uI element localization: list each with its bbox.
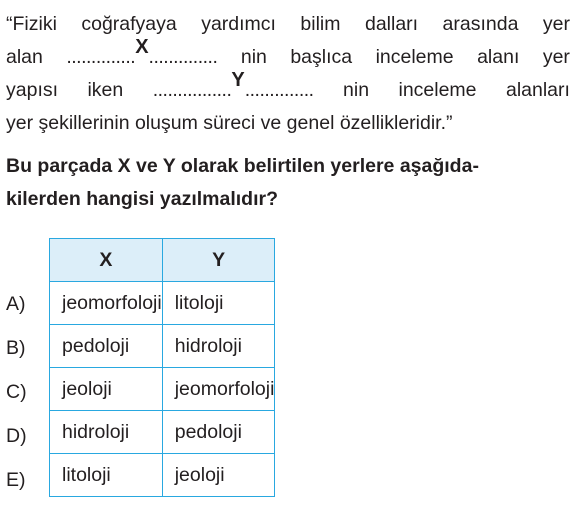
option-letter-b[interactable]: B) [6, 337, 26, 359]
question-line-2 [6, 183, 570, 216]
passage-word: coğrafyaya [81, 13, 177, 35]
passage-word: inceleme [375, 46, 454, 68]
passage-text: yer şekillerinin oluşum süreci ve genel özellikleridir.” [6, 112, 453, 134]
option-x-cell: litoloji [50, 454, 163, 497]
passage-word: iken [87, 79, 124, 101]
table-row[interactable] [50, 325, 275, 368]
question-passage [6, 8, 570, 140]
passage-word: başlıca [290, 46, 353, 68]
column-header-x: X [50, 239, 163, 282]
option-y-cell: hidroloji [162, 325, 275, 368]
option-y-cell: jeomorfoloji [162, 368, 275, 411]
passage-word: yardımcı [201, 13, 276, 35]
option-x-cell: jeoloji [50, 368, 163, 411]
options-table [49, 238, 275, 497]
question-stem [6, 150, 570, 216]
option-y-cell: jeoloji [162, 454, 275, 497]
option-letter-c[interactable]: C) [6, 381, 27, 403]
blank-marker-y: Y [231, 69, 245, 91]
option-y-cell: litoloji [162, 282, 275, 325]
passage-word: bilim [300, 13, 341, 35]
question-text: kilerden hangisi yazılmalıdır? [6, 188, 279, 210]
column-header-y: Y [162, 239, 275, 282]
passage-word: yapısı [6, 79, 59, 101]
table-row[interactable] [50, 282, 275, 325]
table-row[interactable] [50, 454, 275, 497]
blank-dots: .............. [66, 46, 136, 68]
passage-word: inceleme [398, 79, 477, 101]
passage-line-4 [6, 107, 570, 140]
table-row[interactable] [50, 411, 275, 454]
question-line-1 [6, 150, 570, 183]
passage-word: yer [542, 46, 570, 68]
passage-word: alanları [505, 79, 570, 101]
option-x-cell: hidroloji [50, 411, 163, 454]
passage-word: arasında [442, 13, 519, 35]
blank-marker-x: X [135, 36, 149, 58]
option-x-cell: pedoloji [50, 325, 163, 368]
blank-dots: .............. [148, 46, 218, 68]
passage-line-1 [6, 8, 570, 41]
blank-dots: ................ [152, 79, 232, 101]
table-row[interactable] [50, 368, 275, 411]
passage-word: dalları [364, 13, 419, 35]
blank-x [66, 36, 218, 74]
option-y-cell: pedoloji [162, 411, 275, 454]
table-header-row [50, 239, 275, 282]
option-letters [6, 282, 46, 502]
passage-word: “Fiziki [6, 13, 57, 35]
blank-y [152, 69, 314, 107]
passage-line-3 [6, 69, 570, 107]
passage-word: yer [542, 13, 570, 35]
option-letter-e[interactable]: E) [6, 469, 26, 491]
question-text: Bu parçada X ve Y olarak belirtilen yerlere aşağıda- [6, 155, 479, 177]
option-letter-a[interactable]: A) [6, 293, 26, 315]
passage-word: nin [343, 79, 370, 101]
option-letter-d[interactable]: D) [6, 425, 27, 447]
passage-line-2 [6, 36, 570, 74]
passage-word: alan [6, 46, 43, 68]
blank-dots: .............. [244, 79, 314, 101]
option-x-cell: jeomorfoloji [50, 282, 163, 325]
passage-word: alanı [477, 46, 520, 68]
passage-word: nin [240, 46, 267, 68]
